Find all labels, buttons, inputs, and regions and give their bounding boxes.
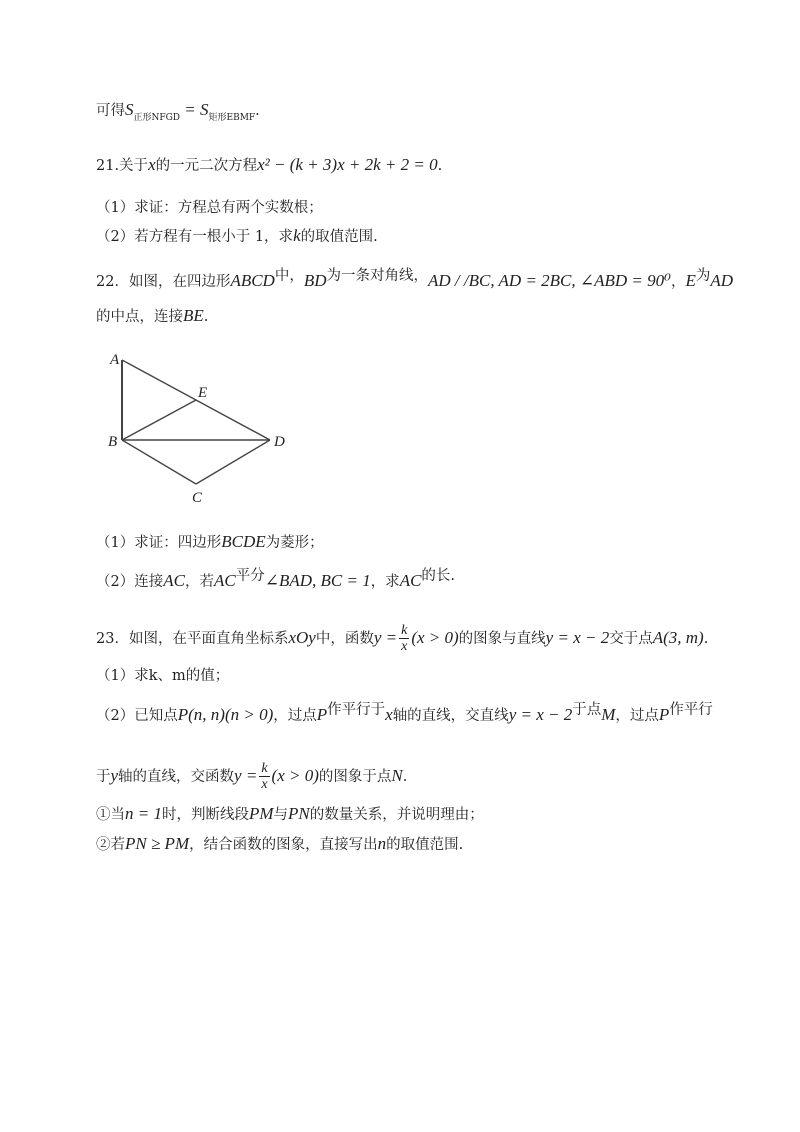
equation-part: = S xyxy=(180,100,209,119)
q23-part2 xyxy=(96,700,713,726)
conclusion-line xyxy=(96,100,260,128)
q21-stem xyxy=(96,155,442,176)
text: ，过点 xyxy=(273,708,317,724)
equation: y = x − 2 xyxy=(545,628,610,647)
text: ②若 xyxy=(96,837,125,853)
q23-stem xyxy=(96,620,708,656)
period: . xyxy=(255,103,260,119)
q23-case1 xyxy=(96,804,484,825)
equation: x² − (k + 3)x + 2k + 2 = 0 xyxy=(257,155,438,174)
text: ，结合函数的图象，直接写出 xyxy=(189,837,378,853)
segment: PN xyxy=(288,804,310,823)
text: 22．如图，在四边形 xyxy=(96,274,231,290)
variable: BE xyxy=(183,306,204,325)
text: 交于点 xyxy=(609,631,653,647)
variable: P xyxy=(316,705,328,724)
text: 的一元二次方程 xyxy=(155,158,258,174)
variable: x xyxy=(385,705,393,724)
text: 于 xyxy=(96,769,111,785)
text: ， xyxy=(670,274,686,290)
text: 的取值范围. xyxy=(386,837,464,853)
text: 轴的直线，交直线 xyxy=(392,708,509,724)
quadrilateral-figure xyxy=(104,342,304,512)
equation: AD / /BC, AD = 2BC, ∠ABD = 90⁰ xyxy=(428,271,671,290)
variable: AD xyxy=(710,271,734,290)
text: 23．如图，在平面直角坐标系 xyxy=(96,631,289,647)
equation: n = 1 xyxy=(125,804,162,823)
text: 作平行于 xyxy=(327,702,386,718)
text: 作平行 xyxy=(669,702,713,718)
label-d: D xyxy=(274,434,285,450)
inequality: PN ≥ PM xyxy=(125,834,190,853)
segment: PM xyxy=(248,804,274,823)
equation-part: y = xyxy=(234,766,258,785)
label-b: B xyxy=(108,434,118,450)
text: 时，判断线段 xyxy=(161,807,249,823)
subscript: 矩形EBMF xyxy=(208,113,256,123)
text: （1）求k、m的值； xyxy=(96,668,230,684)
domain-condition: (x > 0) xyxy=(411,628,459,647)
period: . xyxy=(203,309,209,325)
numerator: k xyxy=(401,623,408,638)
text: 可得 xyxy=(96,103,125,119)
q22-part1 xyxy=(96,532,324,553)
denominator: x xyxy=(401,639,408,654)
text: 的中点，连接 xyxy=(96,309,183,325)
variable: xOy xyxy=(288,628,316,647)
text: 为一条对角线， xyxy=(326,268,429,284)
numerator: k xyxy=(261,761,268,776)
q21-part1 xyxy=(96,198,323,218)
q22-stem-cont xyxy=(96,306,208,327)
variable: k xyxy=(293,226,301,245)
variable: P xyxy=(658,705,670,724)
text: 平分 xyxy=(235,568,265,584)
text: 的数量关系，并说明理由； xyxy=(309,807,484,823)
variable: n xyxy=(377,834,387,853)
text: 21.关于 xyxy=(96,158,149,174)
point: P(n, n)(n > 0) xyxy=(177,705,274,724)
text: 的图象于点 xyxy=(318,769,392,785)
segment-be xyxy=(122,400,196,440)
q22-part2 xyxy=(96,566,455,592)
subscript: 正形NFGD xyxy=(133,113,181,123)
text: （1）求证：四边形 xyxy=(96,535,222,551)
text: 为 xyxy=(695,268,711,284)
text: 的图象与直线 xyxy=(458,631,546,647)
variable: AC xyxy=(399,571,422,590)
equation: y = x − 2 xyxy=(508,705,573,724)
domain-condition: (x > 0) xyxy=(271,766,319,785)
text: ，求 xyxy=(370,574,400,590)
period: . xyxy=(437,158,443,174)
variable: y xyxy=(110,766,119,785)
variable: AC xyxy=(163,571,185,590)
text: （1）求证：方程总有两个实数根； xyxy=(96,200,323,216)
label-a: A xyxy=(110,352,120,368)
area-symbol: S xyxy=(125,100,134,119)
variable: E xyxy=(685,271,696,290)
period: . xyxy=(703,631,709,647)
q23-case2 xyxy=(96,834,463,855)
equation: ∠BAD, BC = 1 xyxy=(264,571,371,590)
fraction-k-over-x xyxy=(259,762,269,792)
segment-bc xyxy=(122,440,196,484)
variable: N xyxy=(391,766,403,785)
period: . xyxy=(402,769,408,785)
text: ，若 xyxy=(184,574,214,590)
text: 的取值范围. xyxy=(300,229,378,245)
point: A(3, m) xyxy=(652,628,704,647)
segment-cd xyxy=(196,440,270,484)
text: 的长. xyxy=(421,568,456,584)
text: ，过点 xyxy=(615,708,659,724)
text: （2）已知点 xyxy=(96,708,178,724)
equation-part: y = xyxy=(373,628,398,647)
text: 为菱形； xyxy=(265,535,324,551)
variable: M xyxy=(601,705,616,724)
variable: ABCD xyxy=(230,271,275,290)
q21-part2 xyxy=(96,226,378,247)
text: 于点 xyxy=(572,702,602,718)
text: 轴的直线，交函数 xyxy=(118,769,235,785)
label-e: E xyxy=(198,385,208,401)
variable: BCDE xyxy=(221,532,266,551)
variable: x xyxy=(148,155,156,174)
text: 中， xyxy=(274,268,304,284)
q23-part1 xyxy=(96,666,229,686)
variable: AC xyxy=(213,571,236,590)
text: （2）连接 xyxy=(96,574,164,590)
q22-stem xyxy=(96,266,733,292)
text: （2）若方程有一根小于 1，求 xyxy=(96,229,294,245)
denominator: x xyxy=(261,777,268,792)
text: 中，函数 xyxy=(315,631,374,647)
variable: BD xyxy=(303,271,327,290)
q23-part2-cont xyxy=(96,758,407,794)
label-c: C xyxy=(192,490,203,506)
text: 与 xyxy=(273,807,289,823)
fraction-k-over-x xyxy=(399,624,409,654)
text: ①当 xyxy=(96,807,125,823)
